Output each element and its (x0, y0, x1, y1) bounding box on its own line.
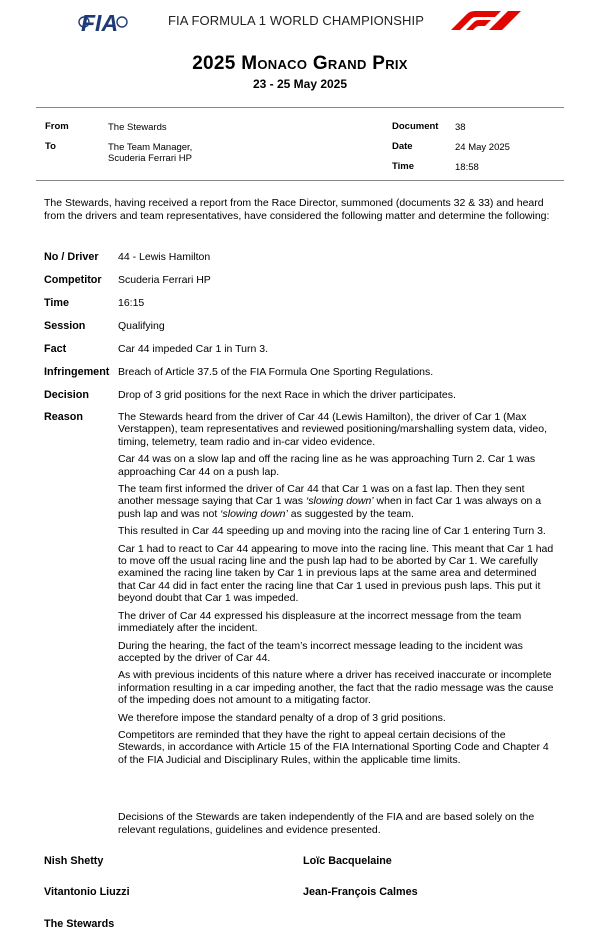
document-title: 2025 Monaco Grand Prix (192, 53, 408, 74)
header-divider-top (36, 107, 564, 108)
reason-paragraph: This resulted in Car 44 speeding up and moving into the racing line of Car 1 entering Turn 3. (118, 525, 546, 538)
incident-time-label: Time (44, 297, 70, 309)
infringement-value: Breach of Article 37.5 of the FIA Formula One Sporting Regulations. (118, 366, 434, 378)
header-divider-bottom (36, 180, 564, 181)
decision-value: Drop of 3 grid positions for the next Race in which the driver participates. (118, 389, 456, 401)
time-value: 18:58 (455, 162, 479, 173)
steward-signature: Nish Shetty (44, 855, 104, 867)
reason-paragraph: The driver of Car 44 expressed his displeasure at the incorrect message from the team immediately after the incident. (118, 609, 522, 635)
reason-text-part: when in fact Car 1 was always on a push lap and was not (118, 495, 542, 520)
driver-value: 44 - Lewis Hamilton (118, 251, 211, 263)
reason-text (118, 411, 554, 771)
reason-paragraph: Car 1 had to react to Car 44 appearing to move into the racing line. This meant that Car 1 had to move off the usual racing line and the push lap had to be aborted by Car 1. We carefully examined the racing line taken by Car 1 in previous laps at the same area and determined that Car 44 did in fact enter the racing line that Car 1 used in previous push laps. This put it beyond doubt that Car 1 was impeded. (118, 542, 554, 605)
event-dates: 23 - 25 May 2025 (252, 77, 348, 91)
reason-paragraph: Competitors are reminded that they have the right to appeal certain decisions of the Stewards, in accordance with Article 15 of the FIA International Sporting Code and Chapter 4 of the FIA Judicial and Disciplinary Rules, within the applicable time limits. (118, 728, 549, 766)
signatures-footer: The Stewards (44, 918, 115, 930)
reason-text-part: The team first informed the driver of Car 44 that Car 1 was on a fast lap. Then they sent another message saying that Car 1 was (118, 483, 525, 508)
steward-signature: Jean-François Calmes (303, 886, 418, 898)
reason-label: Reason (44, 411, 84, 423)
document-number: 38 (455, 122, 466, 133)
session-label: Session (44, 320, 86, 332)
closing-statement: Decisions of the Stewards are taken independently of the FIA and are based solely on the relevant regulations, guidelines and evidence presented. (118, 811, 535, 836)
time-label: Time (392, 161, 415, 172)
fact-label: Fact (44, 343, 67, 355)
reason-paragraph (118, 483, 554, 520)
competitor-label: Competitor (44, 274, 102, 286)
to-label: To (45, 141, 56, 152)
infringement-label: Infringement (44, 366, 110, 378)
date-value: 24 May 2025 (455, 142, 510, 153)
driver-label: No / Driver (44, 251, 99, 263)
reason-paragraph: Car 44 was on a slow lap and off the racing line as he was approaching Turn 2. Car 1 was approaching Car 44 on a push lap. (118, 453, 536, 478)
reason-paragraph: We therefore impose the standard penalty of a drop of 3 grid positions. (118, 711, 446, 724)
date-label: Date (392, 141, 413, 152)
document-label: Document (392, 121, 439, 132)
quoted-phrase: ‘slowing down’ (220, 507, 288, 520)
fia-logo-icon (78, 6, 128, 38)
steward-signature: Loïc Bacquelaine (303, 855, 392, 867)
reason-text-part: as suggested by the team. (287, 507, 414, 520)
session-value: Qualifying (118, 320, 165, 332)
steward-signature: Vitantonio Liuzzi (44, 886, 130, 898)
intro-paragraph: The Stewards, having received a report from the Race Director, summoned (documents 32 & 33) and heard from the drivers and team representatives, have considered the following matter and determine the following: (44, 197, 550, 222)
reason-paragraph: During the hearing, the fact of the team’s incorrect message leading to the incident was accepted by the driver of Car 44. (118, 639, 523, 664)
f1-logo-icon (449, 10, 523, 32)
reason-paragraph: The Stewards heard from the driver of Car 44 (Lewis Hamilton), the driver of Car 1 (Max Verstappen), team representatives and reviewed positioning/marshalling system data, video, timing, telemetry, team radio and in-car video evidence. (118, 411, 547, 448)
reason-paragraph: As with previous incidents of this nature where a driver has received inaccurate or incomplete information resulting in a car impeding another, the fact that the radio message was the cause of the impeding does not amount to a mitigating factor. (118, 669, 554, 707)
svg-text:FIA: FIA (81, 10, 119, 36)
from-value: The Stewards (108, 122, 167, 133)
decision-label: Decision (44, 389, 90, 401)
competitor-value: Scuderia Ferrari HP (118, 274, 211, 286)
incident-time-value: 16:15 (118, 297, 145, 309)
quoted-phrase: ‘slowing down’ (305, 495, 374, 508)
championship-name: FIA FORMULA 1 WORLD CHAMPIONSHIP (168, 13, 425, 28)
from-label: From (45, 121, 69, 132)
to-value-line1: The Team Manager, (108, 142, 193, 153)
fact-value: Car 44 impeded Car 1 in Turn 3. (118, 343, 268, 355)
to-value-line2: Scuderia Ferrari HP (108, 153, 192, 164)
